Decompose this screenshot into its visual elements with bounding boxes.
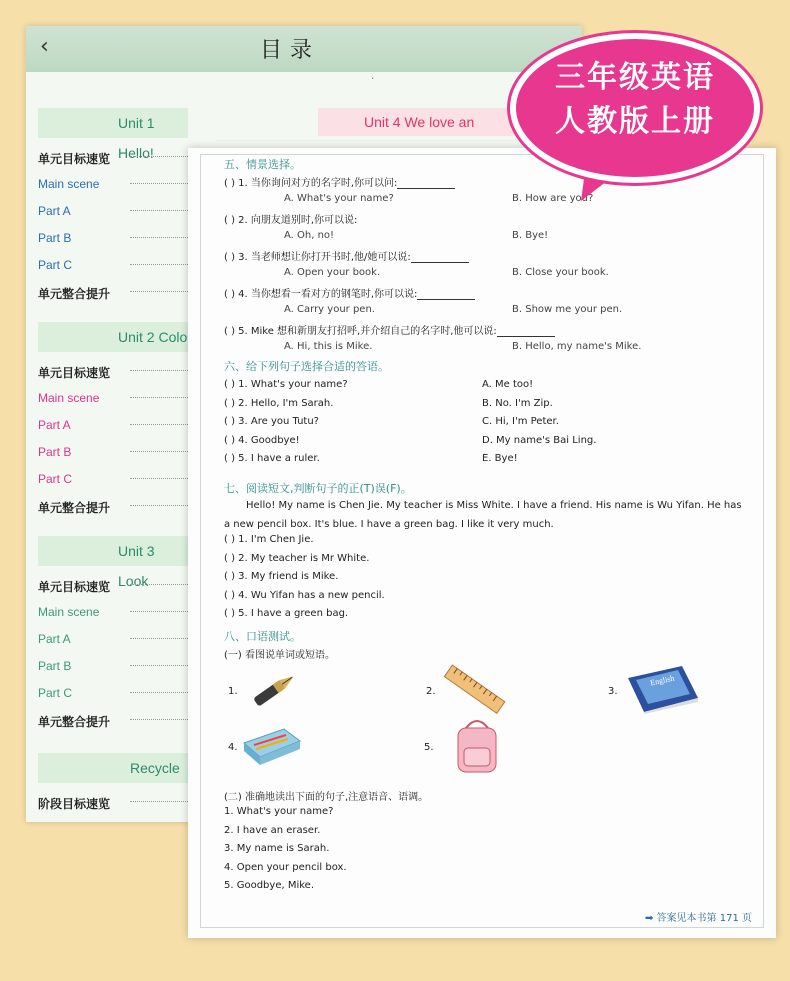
toc-entry-label: Main scene — [38, 177, 100, 191]
true-false-question: ( ) 1. I'm Chen Jie. — [224, 534, 314, 545]
situation-question — [224, 211, 357, 226]
toc-entry[interactable] — [38, 258, 188, 272]
toc-entry[interactable] — [38, 150, 188, 167]
toc-entry-label: 单元整合提升 — [38, 501, 111, 515]
toc-unit-header[interactable]: Unit 3 Look — [38, 536, 188, 566]
toc-unit-header[interactable]: Unit 2 Colo — [38, 322, 188, 352]
situation-question — [224, 174, 455, 189]
toc-entry[interactable] — [38, 364, 188, 381]
toc-dot-leader — [130, 478, 190, 479]
toc-dot-leader — [130, 264, 190, 265]
option-b: B. Close your book. — [512, 267, 609, 278]
match-answer: E. Bye! — [482, 453, 518, 464]
question-text: ( ) 3. 当老师想让你打开书时,他/她可以说: — [224, 252, 411, 263]
toc-entry-label: Part A — [38, 418, 71, 432]
toc-entry[interactable] — [38, 391, 188, 405]
read-sentence: 3. My name is Sarah. — [224, 843, 330, 854]
book-label: English — [649, 673, 676, 688]
toc-entry[interactable] — [38, 713, 188, 730]
toc-dot-leader — [130, 370, 190, 371]
toc-unit-header[interactable]: Unit 1 Hello! — [38, 108, 188, 138]
ruler-icon — [440, 660, 508, 720]
toc-entry[interactable] — [38, 231, 188, 245]
toc-dot-leader — [130, 801, 190, 802]
toc-dot-leader — [130, 156, 190, 157]
read-sentence: 4. Open your pencil box. — [224, 861, 347, 873]
toc-entry-label: Part C — [38, 472, 73, 486]
option-a: A. Hi, this is Mike. — [284, 341, 373, 352]
toc-entry-label: Part B — [38, 445, 72, 459]
oral-part-1-title: (一) 看图说单词或短语。 — [224, 650, 335, 661]
read-sentence: 1. What's your name? — [224, 806, 334, 817]
option-a: A. Open your book. — [284, 267, 381, 278]
toc-dot-leader — [130, 505, 190, 506]
toc-entry[interactable] — [38, 686, 188, 700]
toc-entry-label: Part C — [38, 686, 73, 700]
match-question: ( ) 5. I have a ruler. — [224, 453, 320, 464]
toc-dot-leader — [130, 183, 190, 184]
toc-entry-label: 单元目标速览 — [38, 580, 111, 594]
toc-dot-leader — [130, 638, 190, 639]
option-b: B. Show me your pen. — [512, 304, 623, 315]
toc-dot-leader — [130, 665, 190, 666]
worksheet — [188, 148, 776, 938]
match-question: ( ) 4. Goodbye! — [224, 434, 300, 446]
answer-blank[interactable] — [417, 289, 475, 300]
toc-dot-leader — [130, 692, 190, 693]
pencil-box-icon — [240, 723, 304, 767]
toc-entry[interactable] — [38, 418, 188, 432]
option-a: A. What's your name? — [284, 193, 394, 204]
back-icon[interactable]: ‹ — [40, 34, 49, 59]
schoolbag-icon — [450, 712, 504, 776]
toc-dot: · — [371, 74, 375, 85]
pic-num-5: 5. — [424, 742, 434, 753]
question-text: ( ) 2. 向朋友道别时,你可以说: — [224, 215, 358, 226]
question-text: ( ) 1. 当你询问对方的名字时,你可以问: — [224, 178, 398, 189]
match-question: ( ) 3. Are you Tutu? — [224, 416, 319, 427]
toc-entry[interactable] — [38, 578, 188, 595]
toc-dot-leader — [130, 291, 190, 292]
match-answer: C. Hi, I'm Peter. — [482, 416, 559, 427]
section-5-title: 五、情景选择。 — [224, 158, 301, 171]
read-sentence: 5. Goodbye, Mike. — [224, 880, 314, 891]
toc-entry[interactable] — [38, 472, 188, 486]
question-text: ( ) 5. Mike 想和新朋友打招呼,并介绍自己的名字时,他可以说: — [224, 326, 497, 337]
toc-dot-leader — [130, 719, 190, 720]
toc-entry[interactable] — [38, 285, 188, 302]
section-6-title: 六、给下列句子选择合适的答语。 — [224, 360, 389, 373]
answer-blank[interactable] — [411, 252, 469, 263]
toc-entry-label: 单元目标速览 — [38, 152, 111, 166]
toc-entry[interactable] — [38, 177, 188, 191]
promo-bubble-text — [510, 56, 760, 144]
bubble-line-1: 三年级英语 — [555, 60, 715, 95]
toc-unit4[interactable]: Unit 4 We love an — [318, 108, 568, 136]
option-b: B. How are you? — [512, 193, 594, 204]
match-answer: D. My name's Bai Ling. — [482, 434, 597, 446]
option-a: A. Carry your pen. — [284, 304, 375, 315]
pic-num-1: 1. — [228, 686, 238, 697]
toc-dot-leader — [130, 397, 190, 398]
situation-question — [224, 285, 475, 300]
toc-entry[interactable] — [38, 499, 188, 516]
answer-page-note: ➡ 答案见本书第 171 页 — [644, 913, 752, 924]
toc-dot-leader — [130, 210, 190, 211]
english-book-icon — [622, 664, 700, 714]
bubble-line-2: 人教版上册 — [555, 104, 715, 139]
match-answer: B. No. I'm Zip. — [482, 397, 553, 409]
toc-entry-label: 单元目标速览 — [38, 366, 111, 380]
toc-entry[interactable] — [38, 632, 188, 646]
toc-entry-label: Main scene — [38, 391, 100, 405]
toc-entry[interactable] — [38, 445, 188, 459]
section-8-title: 八、口语测试。 — [224, 630, 301, 643]
toc-entry-label: 单元整合提升 — [38, 287, 111, 301]
oral-part-2-title: (二) 准确地读出下面的句子,注意语音、语调。 — [224, 792, 429, 803]
option-a: A. Oh, no! — [284, 230, 335, 241]
option-b: B. Hello, my name's Mike. — [512, 341, 642, 352]
toc-dot-leader — [130, 611, 190, 612]
reading-passage: Hello! My name is Chen Jie. My teacher is Miss White. I have a friend. His name is Wu Yifan. He has a new pencil box. It's blue. I have a green bag. I like it very much. — [224, 500, 742, 530]
answer-blank[interactable] — [397, 178, 455, 189]
match-answer: A. Me too! — [482, 379, 534, 390]
situation-question — [224, 322, 555, 337]
toc-entry-label: Part A — [38, 204, 71, 218]
toc-entry-label: Part C — [38, 258, 73, 272]
toc-dot-leader — [130, 237, 190, 238]
answer-blank[interactable] — [497, 326, 555, 337]
toc-entry-label: Part A — [38, 632, 71, 646]
match-question: ( ) 1. What's your name? — [224, 379, 348, 390]
toc-entry-label: Part B — [38, 231, 72, 245]
toc-dot-leader — [130, 451, 190, 452]
toc-dot-leader — [130, 584, 190, 585]
toc-title: 目录 — [260, 38, 321, 63]
pic-num-2: 2. — [426, 686, 436, 697]
question-text: ( ) 4. 当你想看一看对方的钢笔时,你可以说: — [224, 289, 418, 300]
situation-question — [224, 248, 469, 263]
pic-num-4: 4. — [228, 742, 238, 753]
option-b: B. Bye! — [512, 230, 549, 241]
true-false-question: ( ) 3. My friend is Mike. — [224, 571, 339, 582]
toc-entry[interactable] — [38, 204, 188, 218]
toc-entry-label: 阶段目标速览 — [38, 797, 111, 811]
toc-entry[interactable] — [38, 605, 188, 619]
toc-entry-label: Part B — [38, 659, 72, 673]
toc-unit-header[interactable]: Recycle — [38, 753, 188, 783]
toc-entry-label: 单元整合提升 — [38, 715, 111, 729]
toc-dot-leader — [130, 424, 190, 425]
true-false-question: ( ) 4. Wu Yifan has a new pencil. — [224, 589, 385, 601]
pic-num-3: 3. — [608, 686, 618, 697]
true-false-question: ( ) 2. My teacher is Mr White. — [224, 552, 370, 564]
true-false-question: ( ) 5. I have a green bag. — [224, 608, 349, 619]
toc-header — [26, 26, 582, 72]
section-7-title: 七、阅读短文,判断句子的正(T)误(F)。 — [224, 482, 412, 495]
toc-entry[interactable] — [38, 659, 188, 673]
match-question: ( ) 2. Hello, I'm Sarah. — [224, 397, 334, 409]
fountain-pen-icon — [246, 668, 302, 712]
toc-entry[interactable] — [38, 795, 188, 812]
read-sentence: 2. I have an eraser. — [224, 824, 321, 836]
toc-entry-label: Main scene — [38, 605, 100, 619]
